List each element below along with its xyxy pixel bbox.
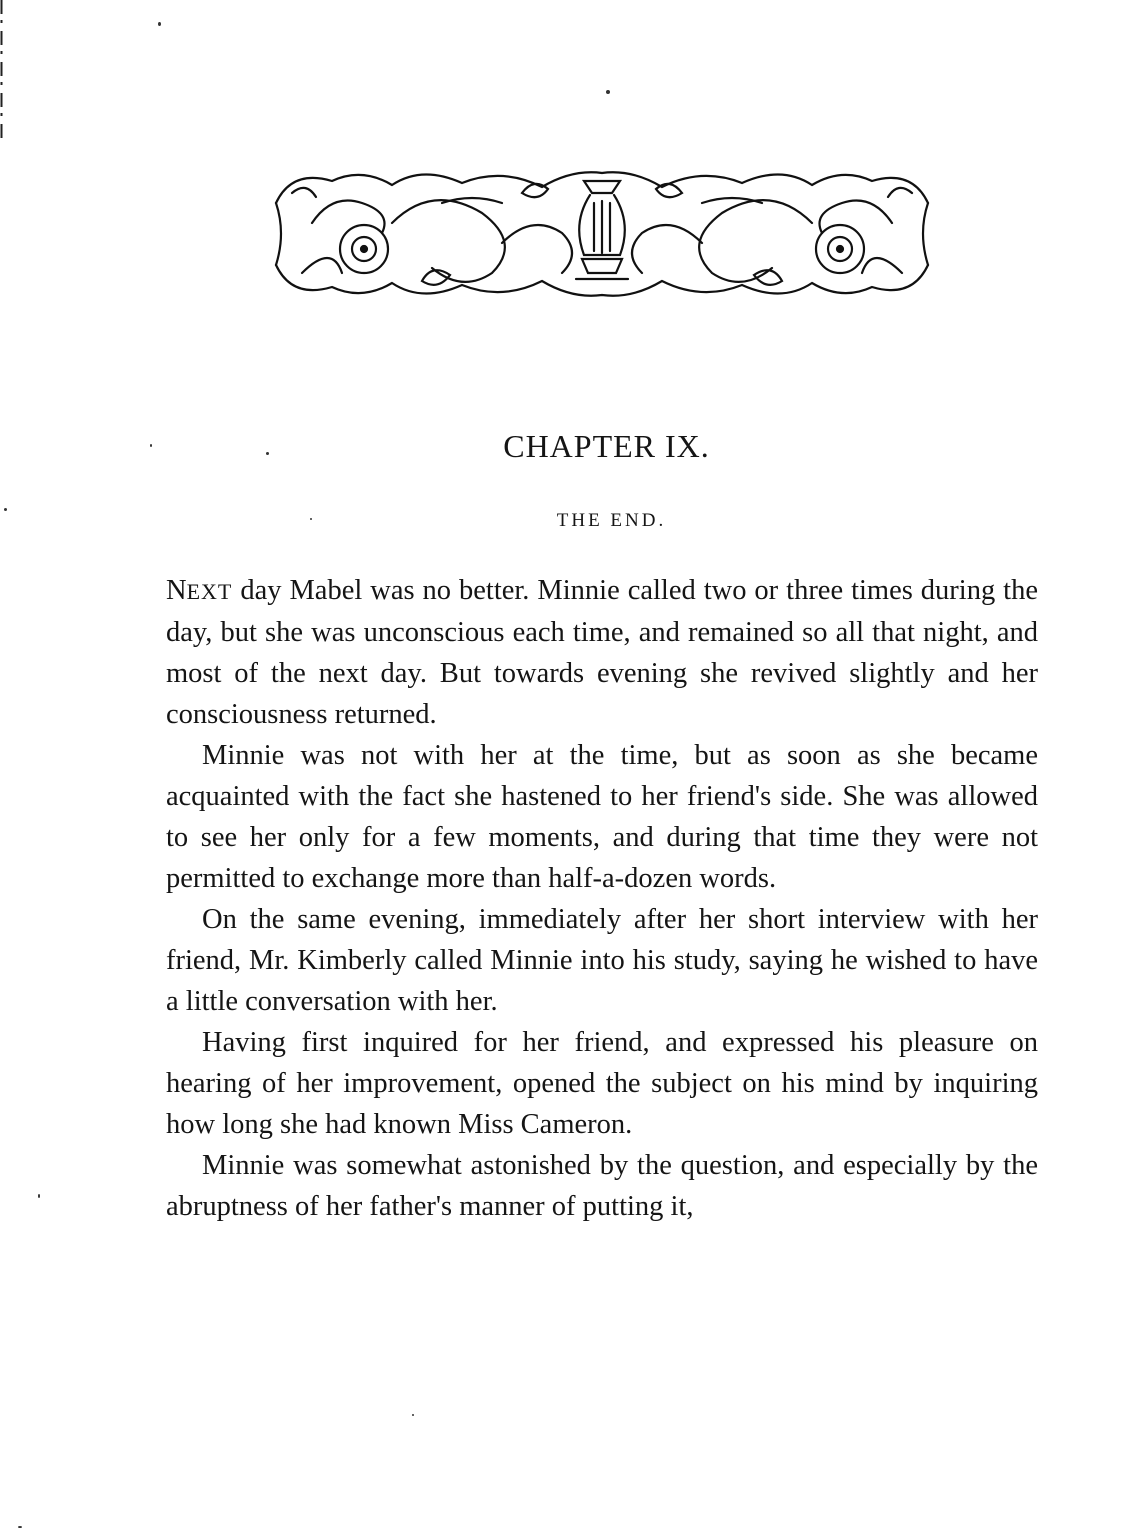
paragraph-3: On the same evening, immediately after her short interview with her friend, Mr. Kimberly called Minnie into his study, saying he wished to have a little conversation with her. <box>166 904 1038 1017</box>
paragraph-4: Having first inquired for her friend, and expressed his pleasure on hearing of her improvement, opened the subject on his mind by inquiring how long she had known Miss Cameron. <box>166 1027 1038 1140</box>
floral-headpiece-ornament-icon <box>272 163 932 305</box>
scan-speck <box>18 1526 22 1528</box>
scan-speck <box>606 90 610 94</box>
paragraph-2: Minnie was not with her at the time, but as soon as she became acquainted with the fact she hastened to her friend's side. She was allowed to see her only for a few moments, and during that time they were not permitted to exchange more than half-a-dozen words. <box>166 740 1038 894</box>
paragraph-5: Minnie was somewhat astonished by the question, and especially by the abruptness of her father's manner of putting it, <box>166 1150 1038 1222</box>
paragraph-1-opening-word <box>166 575 232 606</box>
scan-speck <box>310 518 312 520</box>
chapter-body <box>166 570 1038 1227</box>
scan-speck <box>266 452 269 455</box>
chapter-title: CHAPTER IX. <box>503 428 710 464</box>
chapter-subtitle: THE END. <box>556 510 667 531</box>
page-edge-mark <box>0 0 3 140</box>
scan-speck <box>412 1414 414 1416</box>
scan-speck <box>158 22 161 26</box>
scan-speck <box>38 1194 40 1198</box>
paragraph-1 <box>166 570 1038 735</box>
scan-speck <box>4 508 7 511</box>
paragraph-1-text: day Mabel was no better. Minnie called two or three times during the day, but she was unconscious each time, and remained so all that night, and most of the next day. But towards evening she revived slightly and her consciousness returned. <box>166 575 1038 730</box>
drop-letter: N <box>166 575 187 606</box>
scan-speck <box>150 444 152 447</box>
opening-word-rest: EXT <box>186 579 233 604</box>
